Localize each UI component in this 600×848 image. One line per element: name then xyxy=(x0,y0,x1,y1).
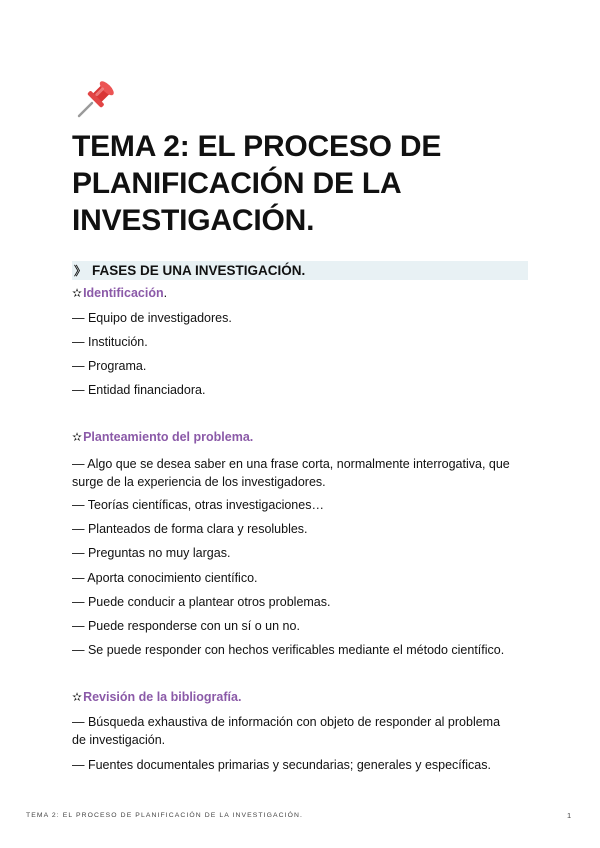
list-item: — Búsqueda exhaustiva de información con objeto de responder al problema de investigación. xyxy=(72,715,501,747)
list-item: — Preguntas no muy largas. xyxy=(72,546,231,560)
subsection-heading-label: Planteamiento del problema. xyxy=(83,430,254,444)
star-icon: ✫ xyxy=(72,430,83,444)
list-item: — Planteados de forma clara y resolubles. xyxy=(72,522,308,536)
list-item: — Aporta conocimiento científico. xyxy=(72,571,258,585)
subsection-heading-revision xyxy=(72,690,241,704)
list-item: — Equipo de investigadores. xyxy=(72,311,232,325)
subsection-heading-punct: . xyxy=(163,286,168,300)
list-item: — Programa. xyxy=(72,359,147,373)
star-icon: ✫ xyxy=(72,286,83,300)
list-item: — Puede responderse con un sí o un no. xyxy=(72,619,300,633)
subsection-heading-identificacion xyxy=(72,286,167,300)
list-item: — Puede conducir a plantear otros problemas. xyxy=(72,595,331,609)
star-icon: ✫ xyxy=(72,690,83,704)
list-item: — Se puede responder con hechos verificables mediante el método científico. xyxy=(72,643,505,657)
section-heading: FASES DE UNA INVESTIGACIÓN. xyxy=(92,263,306,278)
list-item: — Institución. xyxy=(72,335,148,349)
list-item: — Algo que se desea saber en una frase corta, normalmente interrogativa, que surge de la experiencia de los investigadores. xyxy=(72,457,510,489)
subsection-heading-label: Revisión de la bibliografía. xyxy=(83,690,242,704)
list-item: — Fuentes documentales primarias y secundarias; generales y específicas. xyxy=(72,758,491,772)
page-title: TEMA 2: EL PROCESO DE PLANIFICACIÓN DE LA INVESTIGACIÓN. xyxy=(72,130,442,237)
pushpin-icon xyxy=(73,78,117,122)
footer-page-number: 1 xyxy=(567,811,572,820)
chevron-marker-icon: 》 xyxy=(74,264,87,278)
subsection-heading-planteamiento xyxy=(72,430,253,444)
subsection-heading-label: Identificación xyxy=(83,286,164,300)
list-item: — Entidad financiadora. xyxy=(72,383,206,397)
section-heading-bar xyxy=(72,261,528,280)
list-item: — Teorías científicas, otras investigaciones… xyxy=(72,498,324,512)
footer-running-title: TEMA 2: EL PROCESO DE PLANIFICACIÓN DE LA INVESTIGACIÓN. xyxy=(26,812,304,819)
